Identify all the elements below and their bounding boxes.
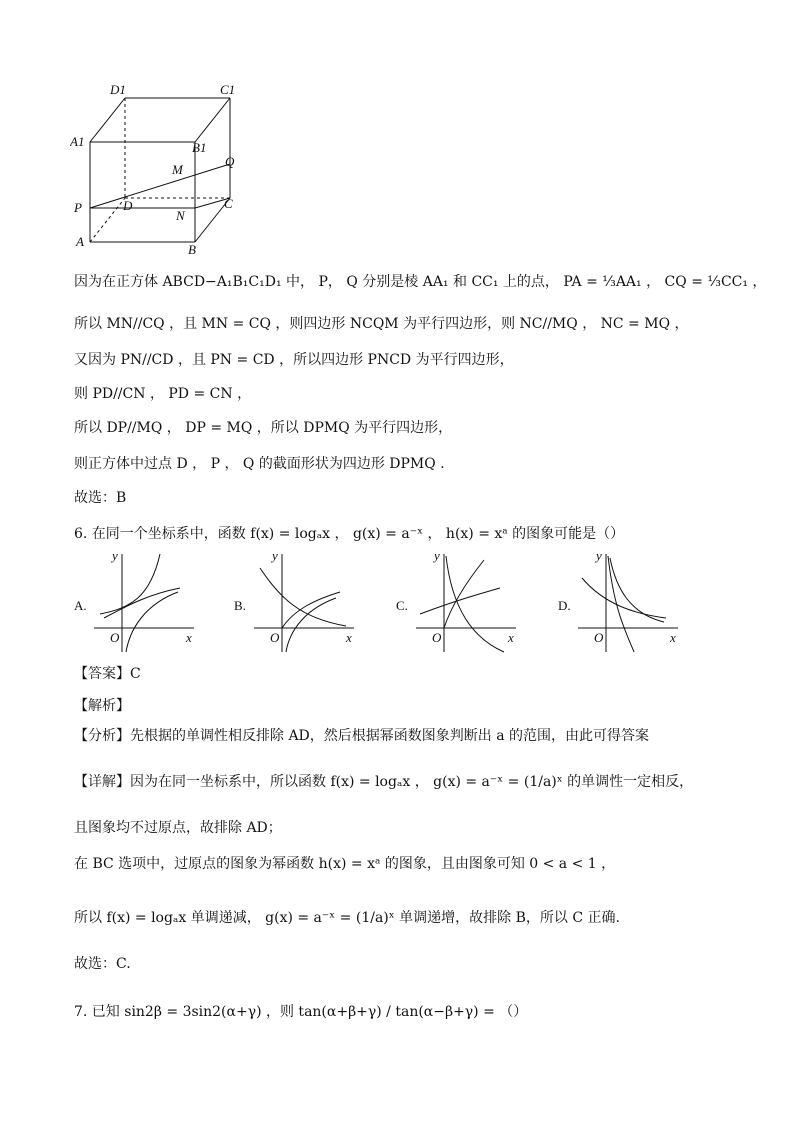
solution-line-6: 则正方体中过点 D ， P ， Q 的截面形状为四边形 DPMQ . xyxy=(74,456,445,472)
cube-figure xyxy=(70,80,250,260)
label-C: C xyxy=(224,196,233,211)
label-N: N xyxy=(176,208,185,223)
label-A1: A1 xyxy=(70,134,85,149)
solution-line-5: 所以 DP//MQ ， DP = MQ ，所以 DPMQ 为平行四边形， xyxy=(74,420,453,436)
label-D1: D1 xyxy=(110,82,126,97)
problem6-analysis: 【分析】先根据的单调性相反排除 AD，然后根据幂函数图象判断出 a 的范围，由此可得答案 xyxy=(74,728,650,744)
solution-line-4: 则 PD//CN ， PD = CN ， xyxy=(74,386,252,402)
solution-line-2: 所以 MN//CQ ，且 MN = CQ ，则四边形 NCQM 为平行四边形，则 NC//MQ ， NC = MQ ， xyxy=(74,316,689,332)
problem7-question: 7. 已知 sin2β = 3sin2(α+γ) ，则 tan(α+β+γ) / tan(α−β+γ) = （） xyxy=(74,1004,528,1020)
origin-label-b: O xyxy=(270,630,280,645)
option-a-label: A. xyxy=(74,598,87,613)
x-axis-label-d: x xyxy=(670,630,676,645)
y-axis-label-c: y xyxy=(434,548,440,563)
label-M: M xyxy=(172,162,183,177)
label-Q: Q xyxy=(225,154,235,169)
problem6-detail-2: 且图象均不过原点，故排除 AD； xyxy=(74,820,282,836)
option-c-graph xyxy=(412,548,522,656)
problem6-answer: 【答案】C xyxy=(74,666,141,682)
option-a-graph xyxy=(90,548,200,656)
label-D: D xyxy=(123,198,133,213)
option-d-graph xyxy=(574,548,684,656)
label-C1: C1 xyxy=(220,82,236,97)
problem6-detail-4: 所以 f(x) = logₐx 单调递减， g(x) = a⁻ˣ = (1/a)ˣ 单调递增，故排除 B，所以 C 正确. xyxy=(74,910,620,926)
y-axis-label-a: y xyxy=(112,548,118,563)
solution-line-3: 又因为 PN//CD ，且 PN = CD ，所以四边形 PNCD 为平行四边形， xyxy=(74,352,514,368)
option-c-label: C. xyxy=(396,598,408,613)
option-b-graph xyxy=(250,548,360,656)
solution-answer: 故选：B xyxy=(74,490,127,506)
origin-label-a: O xyxy=(110,630,120,645)
solution-line-1: 因为在正方体 ABCD−A₁B₁C₁D₁ 中， P， Q 分别是棱 AA₁ 和 CC₁ 上的点， PA = ⅓AA₁ ， CQ = ⅓CC₁ ， xyxy=(74,274,767,290)
problem6-detail-3: 在 BC 选项中，过原点的图象为幂函数 h(x) = xᵃ 的图象，且由图象可知 0 < a < 1 ， xyxy=(74,856,616,872)
option-d-label: D. xyxy=(558,598,571,613)
option-b-label: B. xyxy=(234,598,246,613)
label-B1: B1 xyxy=(192,140,207,155)
problem6-detail-1: 【详解】因为在同一坐标系中，所以函数 f(x) = logₐx ， g(x) = a⁻ˣ = (1/a)ˣ 的单调性一定相反， xyxy=(74,774,694,790)
origin-label-c: O xyxy=(432,630,442,645)
problem6-conclusion: 故选：C. xyxy=(74,956,131,972)
problem6-analysis-title: 【解析】 xyxy=(74,698,130,714)
label-P: P xyxy=(74,200,82,215)
x-axis-label-c: x xyxy=(508,630,514,645)
y-axis-label-b: y xyxy=(272,548,278,563)
problem6-question: 6. 在同一个坐标系中，函数 f(x) = logₐx ， g(x) = a⁻ˣ ， h(x) = xᵃ 的图象可能是（） xyxy=(74,526,625,542)
origin-label-d: O xyxy=(594,630,604,645)
label-A: A xyxy=(76,234,84,249)
y-axis-label-d: y xyxy=(596,548,602,563)
x-axis-label-b: x xyxy=(346,630,352,645)
x-axis-label-a: x xyxy=(186,630,192,645)
label-B: B xyxy=(188,242,196,257)
